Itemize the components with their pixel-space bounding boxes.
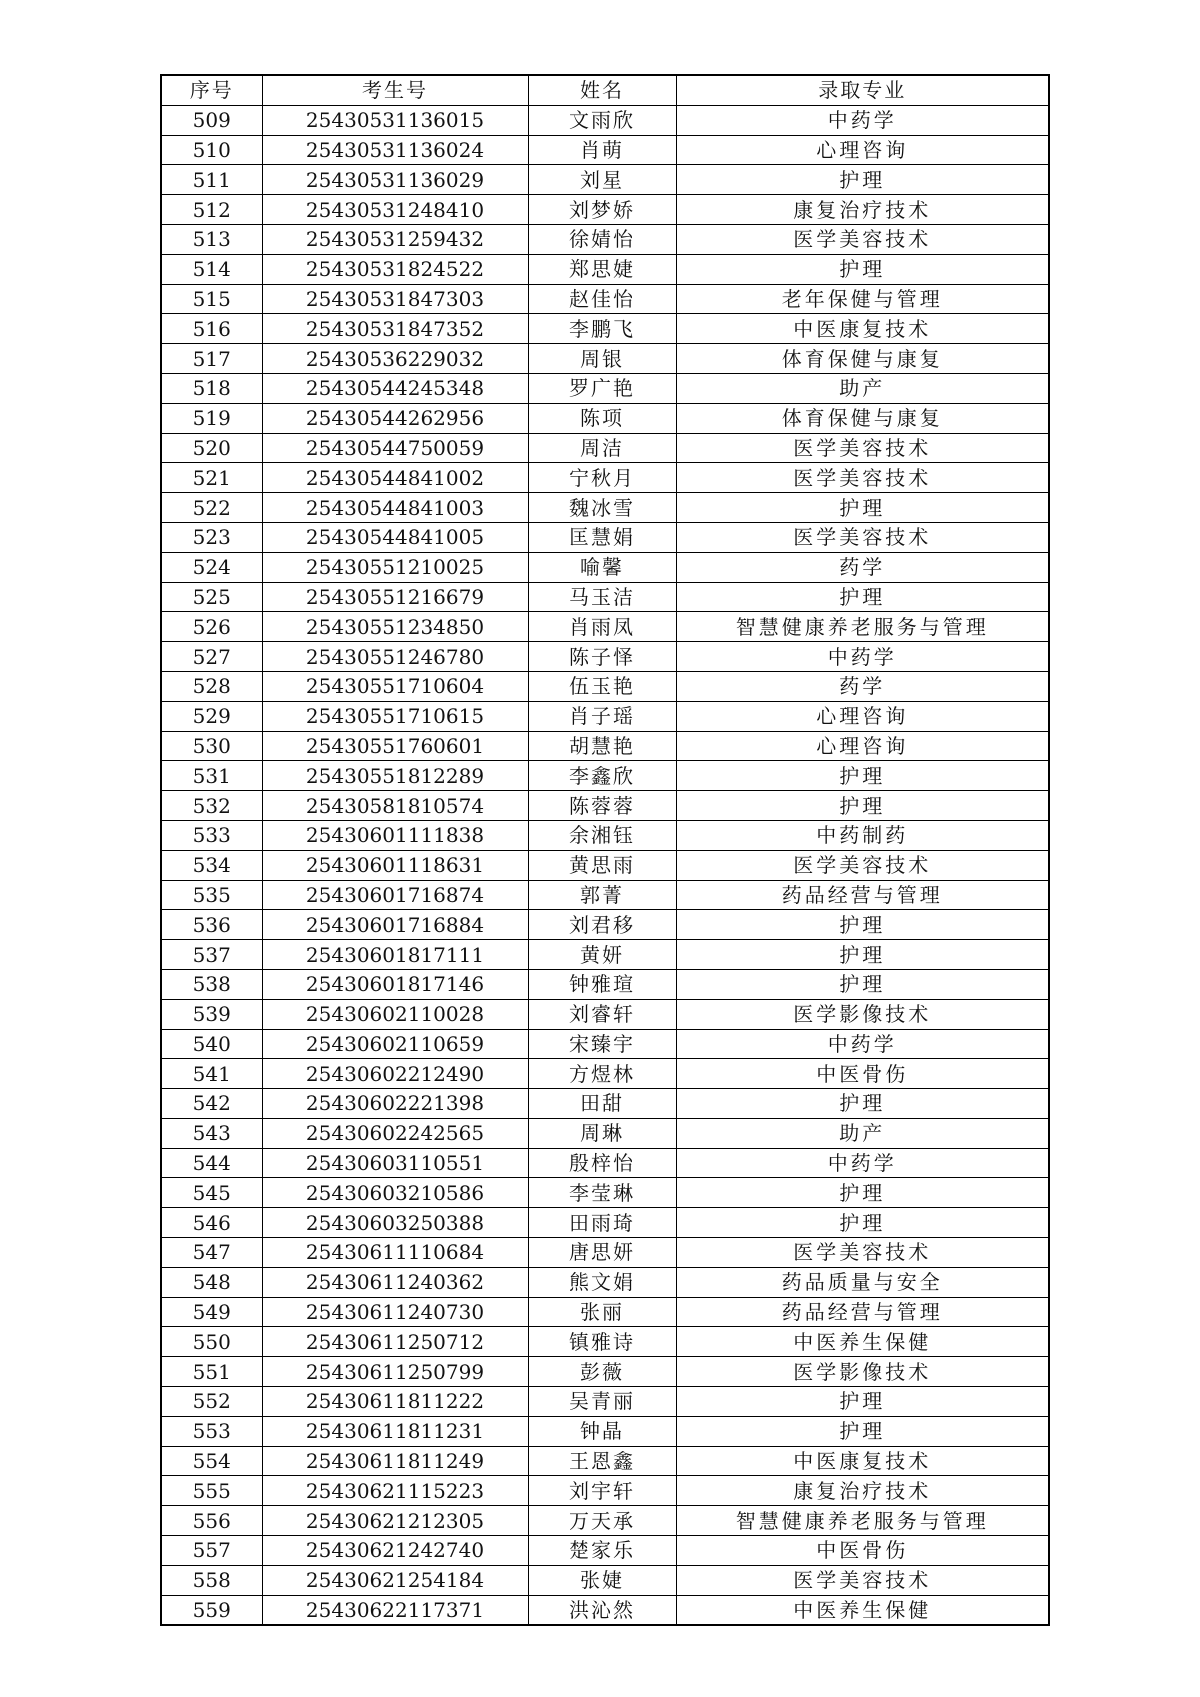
cell-admitted-major: 中医养生保健 [676, 1595, 1049, 1625]
cell-candidate-number: 25430602110028 [262, 999, 528, 1029]
table-row [161, 224, 1049, 254]
cell-name: 陈子怿 [528, 642, 676, 672]
cell-name: 钟雅瑄 [528, 969, 676, 999]
cell-serial-number: 559 [161, 1595, 262, 1625]
table-row [161, 1238, 1049, 1268]
cell-name: 镇雅诗 [528, 1327, 676, 1357]
cell-candidate-number: 25430531847303 [262, 284, 528, 314]
cell-serial-number: 553 [161, 1416, 262, 1446]
cell-name: 周银 [528, 344, 676, 374]
table-row [161, 1536, 1049, 1566]
cell-candidate-number: 25430551210025 [262, 552, 528, 582]
cell-serial-number: 547 [161, 1238, 262, 1268]
cell-serial-number: 513 [161, 224, 262, 254]
cell-admitted-major: 体育保健与康复 [676, 403, 1049, 433]
cell-serial-number: 522 [161, 493, 262, 523]
cell-name: 马玉洁 [528, 582, 676, 612]
cell-admitted-major: 中药制药 [676, 820, 1049, 850]
cell-serial-number: 544 [161, 1148, 262, 1178]
cell-serial-number: 514 [161, 254, 262, 284]
cell-admitted-major: 药学 [676, 671, 1049, 701]
cell-admitted-major: 护理 [676, 1208, 1049, 1238]
cell-candidate-number: 25430611250712 [262, 1327, 528, 1357]
cell-admitted-major: 中药学 [676, 1148, 1049, 1178]
cell-name: 宁秋月 [528, 463, 676, 493]
table-row [161, 612, 1049, 642]
cell-name: 肖萌 [528, 135, 676, 165]
cell-candidate-number: 25430544841003 [262, 493, 528, 523]
cell-candidate-number: 25430611250799 [262, 1357, 528, 1387]
cell-candidate-number: 25430601817146 [262, 969, 528, 999]
table-row [161, 314, 1049, 344]
cell-name: 刘梦娇 [528, 195, 676, 225]
table-row [161, 671, 1049, 701]
cell-name: 徐婧怡 [528, 224, 676, 254]
cell-serial-number: 528 [161, 671, 262, 701]
table-body [161, 105, 1049, 1625]
table-row [161, 493, 1049, 523]
cell-admitted-major: 医学美容技术 [676, 1565, 1049, 1595]
cell-candidate-number: 25430551710604 [262, 671, 528, 701]
cell-serial-number: 548 [161, 1267, 262, 1297]
table-row [161, 1595, 1049, 1625]
cell-serial-number: 550 [161, 1327, 262, 1357]
cell-candidate-number: 25430611811231 [262, 1416, 528, 1446]
cell-admitted-major: 医学美容技术 [676, 522, 1049, 552]
cell-candidate-number: 25430611811249 [262, 1446, 528, 1476]
table-row [161, 820, 1049, 850]
cell-candidate-number: 25430602221398 [262, 1089, 528, 1119]
cell-name: 魏冰雪 [528, 493, 676, 523]
cell-serial-number: 530 [161, 731, 262, 761]
cell-candidate-number: 25430611110684 [262, 1238, 528, 1268]
table-row [161, 1387, 1049, 1417]
cell-name: 王恩鑫 [528, 1446, 676, 1476]
table-row [161, 1476, 1049, 1506]
header-name: 姓名 [528, 75, 676, 105]
cell-name: 罗广艳 [528, 373, 676, 403]
cell-name: 唐思妍 [528, 1238, 676, 1268]
cell-name: 田甜 [528, 1089, 676, 1119]
cell-admitted-major: 护理 [676, 1416, 1049, 1446]
cell-name: 胡慧艳 [528, 731, 676, 761]
cell-candidate-number: 25430603110551 [262, 1148, 528, 1178]
cell-candidate-number: 25430603250388 [262, 1208, 528, 1238]
cell-admitted-major: 护理 [676, 493, 1049, 523]
cell-admitted-major: 医学美容技术 [676, 224, 1049, 254]
cell-candidate-number: 25430551812289 [262, 761, 528, 791]
cell-serial-number: 529 [161, 701, 262, 731]
cell-candidate-number: 25430601716884 [262, 910, 528, 940]
cell-serial-number: 523 [161, 522, 262, 552]
cell-name: 郭菁 [528, 880, 676, 910]
cell-name: 刘睿轩 [528, 999, 676, 1029]
cell-candidate-number: 25430602242565 [262, 1118, 528, 1148]
cell-admitted-major: 中医骨伤 [676, 1536, 1049, 1566]
table-row [161, 105, 1049, 135]
cell-admitted-major: 护理 [676, 940, 1049, 970]
cell-name: 周洁 [528, 433, 676, 463]
table-row [161, 373, 1049, 403]
cell-name: 李莹琳 [528, 1178, 676, 1208]
cell-serial-number: 511 [161, 165, 262, 195]
cell-name: 张丽 [528, 1297, 676, 1327]
cell-serial-number: 531 [161, 761, 262, 791]
cell-admitted-major: 中药学 [676, 1029, 1049, 1059]
table-row [161, 433, 1049, 463]
cell-candidate-number: 25430531248410 [262, 195, 528, 225]
cell-admitted-major: 老年保健与管理 [676, 284, 1049, 314]
table-row [161, 582, 1049, 612]
cell-candidate-number: 25430602212490 [262, 1059, 528, 1089]
cell-candidate-number: 25430622117371 [262, 1595, 528, 1625]
cell-admitted-major: 药品质量与安全 [676, 1267, 1049, 1297]
cell-name: 熊文娟 [528, 1267, 676, 1297]
cell-name: 殷梓怡 [528, 1148, 676, 1178]
cell-candidate-number: 25430531847352 [262, 314, 528, 344]
cell-serial-number: 519 [161, 403, 262, 433]
cell-serial-number: 555 [161, 1476, 262, 1506]
cell-serial-number: 527 [161, 642, 262, 672]
cell-admitted-major: 康复治疗技术 [676, 195, 1049, 225]
cell-candidate-number: 25430581810574 [262, 791, 528, 821]
cell-name: 陈蓉蓉 [528, 791, 676, 821]
table-row [161, 1059, 1049, 1089]
header-candidate-number: 考生号 [262, 75, 528, 105]
cell-name: 洪沁然 [528, 1595, 676, 1625]
cell-candidate-number: 25430536229032 [262, 344, 528, 374]
cell-name: 黄思雨 [528, 850, 676, 880]
cell-candidate-number: 25430611811222 [262, 1387, 528, 1417]
cell-candidate-number: 25430601716874 [262, 880, 528, 910]
cell-candidate-number: 25430544245348 [262, 373, 528, 403]
cell-admitted-major: 智慧健康养老服务与管理 [676, 612, 1049, 642]
admission-table [160, 74, 1050, 1626]
cell-serial-number: 537 [161, 940, 262, 970]
cell-candidate-number: 25430544841002 [262, 463, 528, 493]
cell-admitted-major: 心理咨询 [676, 135, 1049, 165]
cell-admitted-major: 药品经营与管理 [676, 880, 1049, 910]
cell-serial-number: 516 [161, 314, 262, 344]
table-row [161, 254, 1049, 284]
cell-serial-number: 540 [161, 1029, 262, 1059]
cell-admitted-major: 助产 [676, 373, 1049, 403]
cell-candidate-number: 25430531259432 [262, 224, 528, 254]
table-row [161, 1327, 1049, 1357]
cell-candidate-number: 25430621212305 [262, 1506, 528, 1536]
cell-candidate-number: 25430531136024 [262, 135, 528, 165]
cell-name: 刘星 [528, 165, 676, 195]
table-row [161, 731, 1049, 761]
cell-serial-number: 558 [161, 1565, 262, 1595]
cell-name: 匡慧娟 [528, 522, 676, 552]
table-row [161, 880, 1049, 910]
cell-serial-number: 518 [161, 373, 262, 403]
cell-serial-number: 552 [161, 1387, 262, 1417]
cell-serial-number: 524 [161, 552, 262, 582]
cell-candidate-number: 25430621115223 [262, 1476, 528, 1506]
table-row [161, 850, 1049, 880]
table-row [161, 1565, 1049, 1595]
cell-admitted-major: 医学影像技术 [676, 999, 1049, 1029]
header-admitted-major: 录取专业 [676, 75, 1049, 105]
cell-candidate-number: 25430551710615 [262, 701, 528, 731]
table-row [161, 1089, 1049, 1119]
cell-admitted-major: 护理 [676, 1178, 1049, 1208]
cell-candidate-number: 25430551760601 [262, 731, 528, 761]
cell-serial-number: 539 [161, 999, 262, 1029]
cell-admitted-major: 康复治疗技术 [676, 1476, 1049, 1506]
cell-candidate-number: 25430602110659 [262, 1029, 528, 1059]
table-row [161, 1208, 1049, 1238]
cell-name: 郑思婕 [528, 254, 676, 284]
table-row [161, 1178, 1049, 1208]
cell-admitted-major: 药品经营与管理 [676, 1297, 1049, 1327]
cell-name: 张婕 [528, 1565, 676, 1595]
cell-candidate-number: 25430621242740 [262, 1536, 528, 1566]
cell-name: 彭薇 [528, 1357, 676, 1387]
cell-serial-number: 517 [161, 344, 262, 374]
cell-serial-number: 538 [161, 969, 262, 999]
cell-candidate-number: 25430601817111 [262, 940, 528, 970]
header-serial-number: 序号 [161, 75, 262, 105]
cell-candidate-number: 25430544262956 [262, 403, 528, 433]
cell-name: 田雨琦 [528, 1208, 676, 1238]
cell-name: 钟晶 [528, 1416, 676, 1446]
cell-admitted-major: 护理 [676, 582, 1049, 612]
cell-admitted-major: 心理咨询 [676, 701, 1049, 731]
table-row [161, 1506, 1049, 1536]
cell-name: 肖雨凤 [528, 612, 676, 642]
cell-admitted-major: 助产 [676, 1118, 1049, 1148]
cell-admitted-major: 护理 [676, 761, 1049, 791]
cell-admitted-major: 药学 [676, 552, 1049, 582]
cell-name: 喻馨 [528, 552, 676, 582]
cell-name: 刘君移 [528, 910, 676, 940]
cell-candidate-number: 25430544750059 [262, 433, 528, 463]
table-row [161, 642, 1049, 672]
cell-serial-number: 557 [161, 1536, 262, 1566]
cell-admitted-major: 中医骨伤 [676, 1059, 1049, 1089]
cell-admitted-major: 中药学 [676, 105, 1049, 135]
cell-name: 刘宇轩 [528, 1476, 676, 1506]
table-row [161, 761, 1049, 791]
cell-candidate-number: 25430611240362 [262, 1267, 528, 1297]
table-row [161, 1357, 1049, 1387]
cell-candidate-number: 25430601118631 [262, 850, 528, 880]
cell-serial-number: 554 [161, 1446, 262, 1476]
cell-candidate-number: 25430601111838 [262, 820, 528, 850]
cell-serial-number: 520 [161, 433, 262, 463]
table-row [161, 910, 1049, 940]
cell-admitted-major: 护理 [676, 969, 1049, 999]
cell-admitted-major: 智慧健康养老服务与管理 [676, 1506, 1049, 1536]
table-row [161, 195, 1049, 225]
cell-serial-number: 541 [161, 1059, 262, 1089]
cell-name: 吴青丽 [528, 1387, 676, 1417]
cell-admitted-major: 护理 [676, 791, 1049, 821]
cell-name: 李鑫欣 [528, 761, 676, 791]
cell-admitted-major: 医学美容技术 [676, 433, 1049, 463]
cell-admitted-major: 中医康复技术 [676, 1446, 1049, 1476]
cell-name: 肖子瑶 [528, 701, 676, 731]
cell-admitted-major: 中医康复技术 [676, 314, 1049, 344]
table-row [161, 1446, 1049, 1476]
cell-name: 赵佳怡 [528, 284, 676, 314]
cell-serial-number: 556 [161, 1506, 262, 1536]
table-row [161, 1148, 1049, 1178]
cell-admitted-major: 中药学 [676, 642, 1049, 672]
cell-name: 周琳 [528, 1118, 676, 1148]
cell-name: 万天承 [528, 1506, 676, 1536]
cell-admitted-major: 中医养生保健 [676, 1327, 1049, 1357]
table-row [161, 135, 1049, 165]
table-row [161, 1297, 1049, 1327]
cell-candidate-number: 25430611240730 [262, 1297, 528, 1327]
cell-serial-number: 526 [161, 612, 262, 642]
cell-serial-number: 509 [161, 105, 262, 135]
cell-serial-number: 546 [161, 1208, 262, 1238]
cell-candidate-number: 25430621254184 [262, 1565, 528, 1595]
cell-serial-number: 510 [161, 135, 262, 165]
cell-serial-number: 536 [161, 910, 262, 940]
cell-name: 方煜林 [528, 1059, 676, 1089]
cell-candidate-number: 25430531824522 [262, 254, 528, 284]
cell-admitted-major: 心理咨询 [676, 731, 1049, 761]
cell-admitted-major: 护理 [676, 254, 1049, 284]
table-row [161, 1029, 1049, 1059]
cell-serial-number: 521 [161, 463, 262, 493]
header-row [161, 75, 1049, 105]
cell-serial-number: 515 [161, 284, 262, 314]
cell-candidate-number: 25430531136029 [262, 165, 528, 195]
table-row [161, 522, 1049, 552]
table-row [161, 284, 1049, 314]
cell-admitted-major: 护理 [676, 1387, 1049, 1417]
cell-admitted-major: 医学美容技术 [676, 1238, 1049, 1268]
table-row [161, 1267, 1049, 1297]
table-row [161, 791, 1049, 821]
cell-name: 文雨欣 [528, 105, 676, 135]
table-row [161, 165, 1049, 195]
table-row [161, 552, 1049, 582]
cell-serial-number: 551 [161, 1357, 262, 1387]
table-row [161, 701, 1049, 731]
cell-serial-number: 512 [161, 195, 262, 225]
cell-candidate-number: 25430544841005 [262, 522, 528, 552]
table-row [161, 344, 1049, 374]
cell-serial-number: 542 [161, 1089, 262, 1119]
cell-admitted-major: 护理 [676, 910, 1049, 940]
table-row [161, 463, 1049, 493]
cell-candidate-number: 25430603210586 [262, 1178, 528, 1208]
cell-serial-number: 549 [161, 1297, 262, 1327]
cell-candidate-number: 25430551234850 [262, 612, 528, 642]
table-row [161, 940, 1049, 970]
table-row [161, 1118, 1049, 1148]
cell-admitted-major: 护理 [676, 165, 1049, 195]
cell-admitted-major: 医学美容技术 [676, 463, 1049, 493]
cell-serial-number: 532 [161, 791, 262, 821]
cell-name: 余湘钰 [528, 820, 676, 850]
cell-name: 宋臻宇 [528, 1029, 676, 1059]
cell-candidate-number: 25430531136015 [262, 105, 528, 135]
cell-serial-number: 543 [161, 1118, 262, 1148]
cell-serial-number: 545 [161, 1178, 262, 1208]
cell-serial-number: 525 [161, 582, 262, 612]
cell-serial-number: 533 [161, 820, 262, 850]
cell-serial-number: 535 [161, 880, 262, 910]
cell-name: 黄妍 [528, 940, 676, 970]
table-row [161, 969, 1049, 999]
cell-candidate-number: 25430551246780 [262, 642, 528, 672]
cell-name: 陈项 [528, 403, 676, 433]
table-row [161, 999, 1049, 1029]
cell-name: 伍玉艳 [528, 671, 676, 701]
cell-admitted-major: 护理 [676, 1089, 1049, 1119]
cell-name: 楚家乐 [528, 1536, 676, 1566]
cell-candidate-number: 25430551216679 [262, 582, 528, 612]
cell-name: 李鹏飞 [528, 314, 676, 344]
cell-admitted-major: 体育保健与康复 [676, 344, 1049, 374]
cell-admitted-major: 医学影像技术 [676, 1357, 1049, 1387]
cell-admitted-major: 医学美容技术 [676, 850, 1049, 880]
cell-serial-number: 534 [161, 850, 262, 880]
table-row [161, 403, 1049, 433]
table-row [161, 1416, 1049, 1446]
